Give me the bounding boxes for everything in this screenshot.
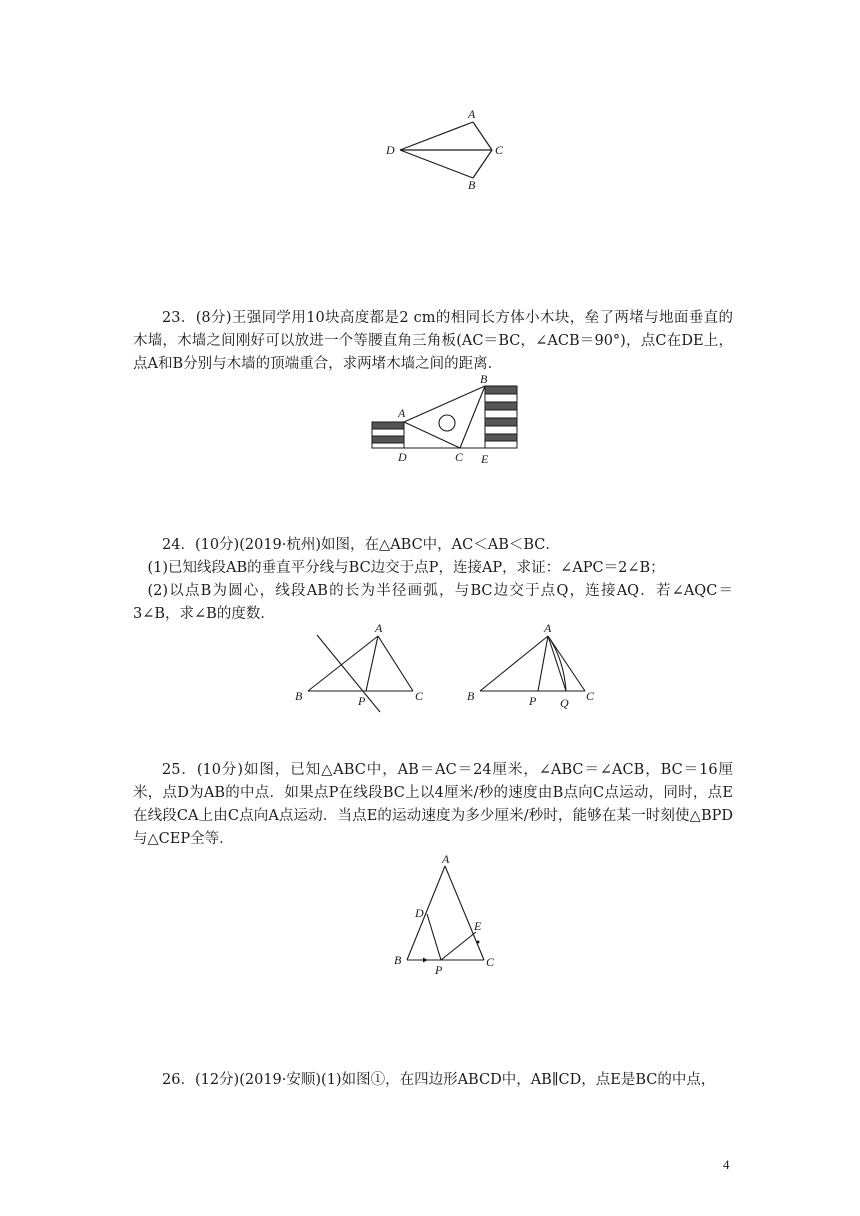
segment-bc	[473, 150, 492, 178]
segment-pe	[441, 932, 476, 960]
left-wall	[372, 422, 404, 448]
label-d: D	[415, 906, 424, 920]
segment-ac	[445, 866, 484, 960]
segment-ac	[378, 636, 413, 691]
segment-ab	[407, 866, 445, 960]
question-24-line1: 24．(10分)(2019·杭州)如图，在△ABC中，AC＜AB＜BC．	[162, 537, 560, 553]
label-c: C	[455, 450, 464, 464]
label-c: C	[415, 689, 424, 703]
segment-aq	[548, 636, 566, 691]
label-d: D	[386, 143, 395, 157]
question-24-line3: (2)以点B为圆心，线段AB的长为半径画弧，与BC边交于点Q，连接AQ．若∠AQC＝3∠B，求∠B的度数．	[133, 583, 733, 622]
label-b: B	[467, 689, 475, 703]
question-26-text: 26．(12分)(2019·安顺)(1)如图①，在四边形ABCD中，AB∥CD，点E是BC的中点，	[162, 1072, 716, 1088]
label-b: B	[480, 372, 488, 386]
label-p: P	[435, 963, 443, 977]
figure-25	[390, 852, 510, 977]
label-a: A	[398, 406, 406, 420]
figure-wood-walls	[365, 372, 530, 467]
segment-db	[400, 150, 473, 178]
label-a: A	[544, 621, 552, 635]
segment-ab	[480, 636, 548, 691]
label-a: A	[375, 621, 383, 635]
question-24-line2: (1)已知线段AB的垂直平分线与BC边交于点P，连接AP，求证：∠APC＝2∠B；	[147, 560, 665, 576]
label-b: B	[468, 178, 476, 192]
figure-kite	[380, 105, 520, 195]
page-number: 4	[723, 1157, 730, 1172]
label-c: C	[495, 143, 504, 157]
label-p: P	[358, 694, 366, 708]
label-e: E	[474, 919, 482, 933]
label-d: D	[398, 450, 407, 464]
segment-dp	[427, 914, 441, 960]
segment-ac	[473, 122, 492, 150]
figure-24-2	[462, 620, 612, 720]
label-p: P	[529, 694, 537, 708]
arrow-p-icon	[423, 958, 428, 963]
label-c: C	[486, 955, 495, 969]
label-c: C	[586, 689, 595, 703]
label-a: A	[468, 107, 476, 121]
question-25-text: 25．(10分)如图，已知△ABC中，AB＝AC＝24厘米，∠ABC＝∠ACB，BC＝16厘米，点D为AB的中点．如果点P在线段BC上以4厘米/秒的速度由B点向C点运动，同时，点E在线段CA上由C点向A点运动．当点E的运动速度为多少厘米/秒时，能够在某一时刻使△BPD与△CEP全等．	[133, 762, 733, 847]
label-b: B	[295, 689, 303, 703]
right-wall	[485, 386, 517, 448]
question-23-text: 23．(8分)王强同学用10块高度都是2 cm的相同长方体小木块，垒了两堵与地面垂直的木墙，木墙之间刚好可以放进一个等腰直角三角板(AC＝BC，∠ACB＝90°)，点C在DE上，点A和B分别与木墙的顶端重合，求两堵木墙之间的距离．	[133, 310, 733, 372]
label-a: A	[442, 852, 450, 866]
label-q: Q	[560, 696, 569, 710]
figure-24-1	[290, 620, 440, 720]
perpendicular-bisector	[317, 635, 380, 712]
label-e: E	[481, 452, 489, 466]
segment-da	[400, 122, 473, 150]
label-b: B	[394, 953, 402, 967]
segment-ap	[538, 636, 548, 691]
arrow-e-icon	[477, 941, 480, 944]
